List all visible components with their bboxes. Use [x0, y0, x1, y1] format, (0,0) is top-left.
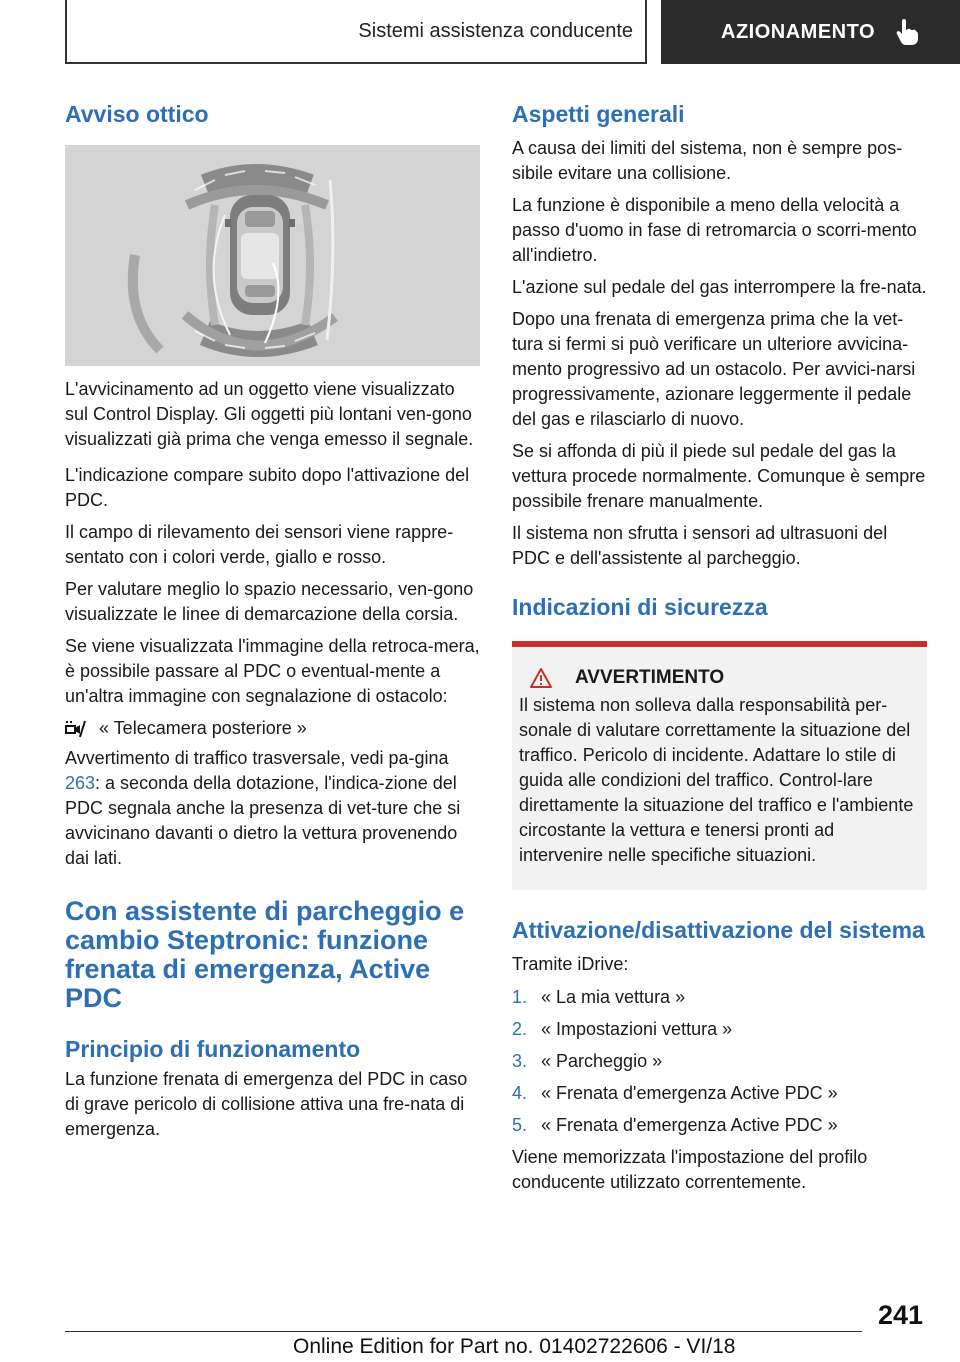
paragraph: La funzione frenata di emergenza del PDC in caso di grave pericolo di collisione attiva una fre-nata di emergenza. [65, 1069, 468, 1139]
header-chapter-tab [661, 0, 960, 64]
step-text: « La mia vettura » [541, 987, 686, 1007]
heading-principio: Principio di funzionamento [65, 1036, 361, 1062]
right-column [512, 100, 927, 1195]
step-number: 1. [512, 987, 528, 1007]
paragraph-text: : a seconda della dotazione, l'indica-zione del PDC segnala anche la presenza di vet-ture che si avvicinano davanti o dietro la vettura provenendo dai lati. [65, 773, 461, 868]
paragraph: L'azione sul pedale del gas interrompere la fre-nata. [512, 277, 927, 297]
paragraph: La funzione è disponibile a meno della velocità a passo d'uomo in fase di retromarcia o scorri-mento all'indietro. [512, 195, 917, 265]
step-number: 5. [512, 1115, 528, 1135]
warning-text: Il sistema non solleva dalla responsabilità per-sonale di valutare correttamente la situazione del traffico. Pericolo di incidente. Adattare lo stile di guida alle condizioni del traffico. Control-lare direttamente la situazione del traffico e l'ambiente circostante la vettura e tenersi pronti ad intervenire nelle specifiche situazioni. [519, 695, 914, 865]
heading-aspetti-generali: Aspetti generali [512, 101, 685, 127]
paragraph: Il campo di rilevamento dei sensori viene rappre-sentato con i colori verde, giallo e rosso. [65, 522, 454, 567]
list-item [512, 1113, 927, 1138]
step-text: « Frenata d'emergenza Active PDC » [541, 1083, 838, 1103]
warning-title-text: AVVERTIMENTO [575, 667, 725, 688]
step-text: « Impostazioni vettura » [541, 1019, 733, 1039]
page-number: 241 [878, 1300, 924, 1330]
header-section-title: Sistemi assistenza conducente [358, 19, 633, 42]
page-reference-link[interactable]: 263 [65, 773, 96, 793]
paragraph: L'indicazione compare subito dopo l'attivazione del PDC. [65, 465, 470, 510]
heading-avviso-ottico: Avviso ottico [65, 101, 209, 127]
paragraph: Se viene visualizzata l'immagine della retroca-mera, è possibile passare al PDC o eventual-mente a un'altra immagine con segnalazione di ostacolo: [65, 636, 480, 706]
paragraph: Dopo una frenata di emergenza prima che la vet-tura si fermi si può verificare un ulteriore avvicina-mento progressivo ad un ostacolo. Per avvici-narsi progressivamente, azionare leggermente il pedale del gas e rilasciarlo di nuovo. [512, 309, 916, 429]
warning-box [512, 641, 927, 890]
heading-indicazioni-sicurezza: Indicazioni di sicurezza [512, 594, 768, 620]
parking-sensor-illustration [65, 145, 480, 366]
heading-active-pdc: Con assistente di parcheggio e cambio Steptronic: funzione frenata di emergenza, Active PDC [65, 896, 465, 1013]
warning-triangle-icon [529, 667, 553, 689]
paragraph: Viene memorizzata l'impostazione del profilo conducente utilizzato correntemente. [512, 1147, 868, 1192]
list-item [512, 1017, 927, 1042]
list-item [512, 1081, 927, 1106]
step-number: 2. [512, 1019, 528, 1039]
footer-divider [65, 1331, 862, 1332]
step-number: 3. [512, 1051, 528, 1071]
list-item [512, 985, 927, 1010]
rear-camera-icon [65, 719, 87, 739]
camera-option-label: « Telecamera posteriore » [99, 718, 307, 738]
paragraph: Tramite iDrive: [512, 954, 629, 974]
step-text: « Parcheggio » [541, 1051, 663, 1071]
footer-edition: Online Edition for Part no. 01402722606 - VI/18 [293, 1335, 736, 1358]
paragraph: Se si affonda di più il piede sul pedale del gas la vettura procede normalmente. Comunque è sempre possibile frenare manualmente. [512, 441, 926, 511]
paragraph: L'avvicinamento ad un oggetto viene visualizzato sul Control Display. Gli oggetti più lontani ven-gono visualizzati già prima che venga emesso il segnale. [65, 379, 474, 449]
warning-title [519, 665, 920, 691]
left-column [65, 100, 480, 1142]
paragraph-cross-traffic [65, 746, 480, 871]
header-chapter-title: AZIONAMENTO [721, 20, 876, 43]
header-section-tab [65, 0, 647, 64]
hand-pointer-icon [895, 18, 919, 46]
paragraph: Il sistema non sfrutta i sensori ad ultrasuoni del PDC e dell'assistente al parcheggio. [512, 523, 888, 568]
step-text: « Frenata d'emergenza Active PDC » [541, 1115, 838, 1135]
pdc-display-image [65, 145, 480, 366]
paragraph: Per valutare meglio lo spazio necessario, ven-gono visualizzate le linee di demarcazione della corsia. [65, 579, 474, 624]
camera-option-line [65, 716, 480, 741]
list-item [512, 1049, 927, 1074]
steps-list [512, 985, 927, 1138]
car-top-view [225, 195, 295, 315]
step-number: 4. [512, 1083, 528, 1103]
paragraph-text: Avvertimento di traffico trasversale, vedi pa-gina [65, 748, 449, 768]
heading-attivazione: Attivazione/disattivazione del sistema [512, 917, 925, 943]
paragraph: A causa dei limiti del sistema, non è sempre pos-sibile evitare una collisione. [512, 138, 903, 183]
